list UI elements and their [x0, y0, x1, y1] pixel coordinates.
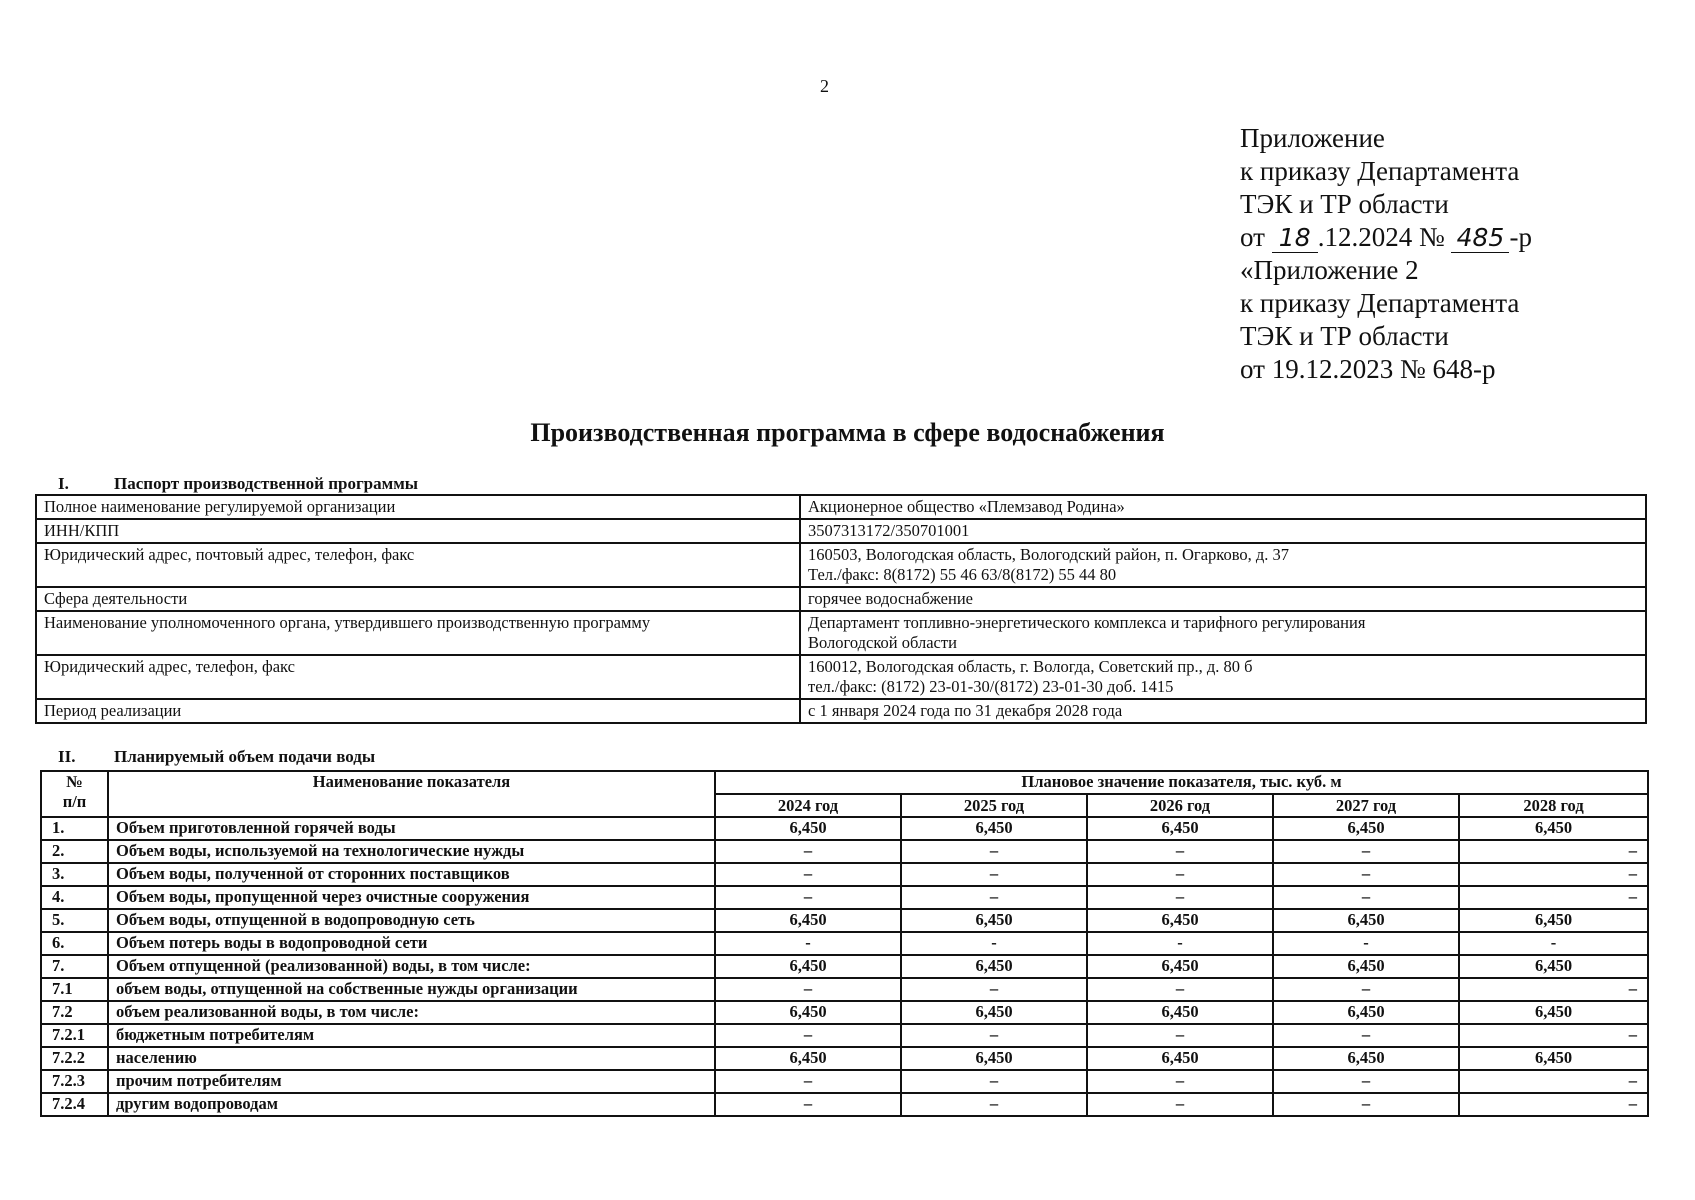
table-row: [41, 978, 1648, 1001]
passport-value-line: Вологодской области: [808, 633, 957, 652]
row-value: 6,450: [1273, 1047, 1459, 1070]
table-row: [41, 1093, 1648, 1116]
appendix-line: Приложение: [1240, 123, 1385, 153]
row-indicator-name: населению: [108, 1047, 715, 1070]
header-year: 2026 год: [1087, 794, 1273, 817]
row-value: –: [1273, 886, 1459, 909]
row-value: 6,450: [1087, 1001, 1273, 1024]
row-value: 6,450: [1273, 955, 1459, 978]
row-value: 6,450: [901, 817, 1087, 840]
passport-value-line: 160012, Вологодская область, г. Вологда, Советский пр., д. 80 б: [808, 657, 1253, 676]
row-value: –: [1459, 1070, 1648, 1093]
row-value: 6,450: [1273, 1001, 1459, 1024]
row-value: 6,450: [1459, 1001, 1648, 1024]
row-number: 1.: [41, 817, 108, 840]
passport-value: [800, 611, 1646, 655]
document-title: Производственная программа в сфере водоснабжения: [530, 418, 1165, 447]
row-value: 6,450: [715, 1047, 901, 1070]
row-value: –: [901, 978, 1087, 1001]
section-numeral: I.: [58, 474, 69, 493]
row-indicator-name: объем воды, отпущенной на собственные нужды организации: [108, 978, 715, 1001]
passport-row: [36, 655, 1646, 699]
row-value: –: [901, 1024, 1087, 1047]
row-value: –: [901, 1093, 1087, 1116]
row-value: –: [715, 886, 901, 909]
row-indicator-name: Объем потерь воды в водопроводной сети: [108, 932, 715, 955]
water-volume-table: [40, 770, 1649, 1117]
passport-label: Юридический адрес, почтовый адрес, телефон, факс: [36, 543, 800, 587]
header-year: 2027 год: [1273, 794, 1459, 817]
row-value: 6,450: [901, 909, 1087, 932]
passport-row: [36, 587, 1646, 611]
passport-value-line: тел./факс: (8172) 23-01-30/(8172) 23-01-30 доб. 1415: [808, 677, 1174, 696]
row-value: –: [1459, 863, 1648, 886]
order-suffix: -р: [1509, 222, 1532, 252]
row-number: 2.: [41, 840, 108, 863]
passport-label: Период реализации: [36, 699, 800, 723]
header-year: 2024 год: [715, 794, 901, 817]
table-row: [41, 886, 1648, 909]
row-value: 6,450: [715, 1001, 901, 1024]
section-title: Паспорт производственной программы: [114, 474, 419, 493]
row-value: 6,450: [715, 909, 901, 932]
row-value: –: [1087, 1070, 1273, 1093]
row-value: 6,450: [1273, 817, 1459, 840]
row-value: 6,450: [1273, 909, 1459, 932]
appendix-line: ТЭК и ТР области: [1240, 321, 1449, 351]
row-indicator-name: Объем воды, полученной от сторонних поставщиков: [108, 863, 715, 886]
row-value: 6,450: [901, 955, 1087, 978]
order-date: .12.2024 №: [1317, 222, 1445, 252]
header-year: 2028 год: [1459, 794, 1648, 817]
passport-value-line: 160503, Вологодская область, Вологодский район, п. Огарково, д. 37: [808, 545, 1290, 564]
row-value: 6,450: [1087, 909, 1273, 932]
row-value: –: [1273, 1070, 1459, 1093]
passport-value-line: Департамент топливно-энергетического комплекса и тарифного регулирования: [808, 613, 1366, 632]
row-indicator-name: Объем воды, пропущенной через очистные сооружения: [108, 886, 715, 909]
table-row: [41, 1001, 1648, 1024]
row-value: –: [1459, 1024, 1648, 1047]
row-value: -: [715, 932, 901, 955]
header-num-line: №: [66, 772, 83, 791]
row-value: –: [1459, 1093, 1648, 1116]
row-value: –: [1273, 978, 1459, 1001]
passport-row: [36, 611, 1646, 655]
passport-label: Наименование уполномоченного органа, утвердившего производственную программу: [36, 611, 800, 655]
handwritten-day: 18: [1272, 224, 1318, 253]
passport-value-line: с 1 января 2024 года по 31 декабря 2028 года: [808, 701, 1123, 720]
appendix-line: «Приложение 2: [1240, 255, 1419, 285]
table-row: [41, 932, 1648, 955]
row-indicator-name: прочим потребителям: [108, 1070, 715, 1093]
row-value: –: [901, 1070, 1087, 1093]
section-numeral: II.: [58, 747, 76, 766]
appendix-line: от 19.12.2023 № 648-р: [1240, 354, 1496, 384]
row-number: 6.: [41, 932, 108, 955]
row-number: 3.: [41, 863, 108, 886]
row-number: 7.2: [41, 1001, 108, 1024]
row-value: –: [1459, 886, 1648, 909]
row-value: –: [1087, 886, 1273, 909]
passport-value: [800, 543, 1646, 587]
row-indicator-name: объем реализованной воды, в том числе:: [108, 1001, 715, 1024]
passport-value: [800, 699, 1646, 723]
passport-value: [800, 495, 1646, 519]
row-value: –: [1087, 840, 1273, 863]
row-value: 6,450: [901, 1001, 1087, 1024]
header-year: 2025 год: [901, 794, 1087, 817]
appendix-block: [1240, 122, 1532, 386]
table-row: [41, 1024, 1648, 1047]
passport-row: [36, 699, 1646, 723]
row-number: 7.: [41, 955, 108, 978]
passport-value: [800, 587, 1646, 611]
appendix-line: к приказу Департамента: [1240, 156, 1520, 186]
row-value: –: [715, 863, 901, 886]
passport-value-line: Тел./факс: 8(8172) 55 46 63/8(8172) 55 44 80: [808, 565, 1117, 584]
header-indicator-name: Наименование показателя: [108, 771, 715, 817]
row-value: 6,450: [1459, 817, 1648, 840]
row-value: 6,450: [1087, 955, 1273, 978]
row-value: –: [715, 1093, 901, 1116]
passport-value: [800, 655, 1646, 699]
row-number: 5.: [41, 909, 108, 932]
row-value: –: [1087, 1024, 1273, 1047]
row-value: –: [1273, 1024, 1459, 1047]
row-value: -: [1459, 932, 1648, 955]
row-indicator-name: Объем воды, используемой на технологические нужды: [108, 840, 715, 863]
table-row: [41, 1047, 1648, 1070]
row-value: –: [1273, 840, 1459, 863]
passport-label: Юридический адрес, телефон, факс: [36, 655, 800, 699]
row-value: –: [1273, 863, 1459, 886]
table-row: [41, 909, 1648, 932]
row-indicator-name: Объем воды, отпущенной в водопроводную сеть: [108, 909, 715, 932]
table-row: [41, 840, 1648, 863]
row-value: 6,450: [1087, 817, 1273, 840]
page-number: 2: [820, 76, 829, 96]
passport-table: [35, 494, 1647, 724]
row-number: 7.1: [41, 978, 108, 1001]
row-indicator-name: Объем отпущенной (реализованной) воды, в том числе:: [108, 955, 715, 978]
row-number: 7.2.4: [41, 1093, 108, 1116]
row-number: 7.2.1: [41, 1024, 108, 1047]
row-value: 6,450: [715, 955, 901, 978]
row-value: –: [715, 1024, 901, 1047]
row-value: –: [901, 886, 1087, 909]
row-value: 6,450: [1459, 1047, 1648, 1070]
row-number: 7.2.3: [41, 1070, 108, 1093]
row-value: -: [1273, 932, 1459, 955]
section-heading-volume: [58, 747, 375, 767]
passport-value: [800, 519, 1646, 543]
row-value: 6,450: [715, 817, 901, 840]
row-value: –: [901, 863, 1087, 886]
row-number: 4.: [41, 886, 108, 909]
passport-row: [36, 543, 1646, 587]
section-title: Планируемый объем подачи воды: [114, 747, 376, 766]
header-num: [41, 771, 108, 817]
row-value: 6,450: [1087, 1047, 1273, 1070]
passport-value-line: 3507313172/350701001: [808, 521, 970, 540]
row-indicator-name: бюджетным потребителям: [108, 1024, 715, 1047]
row-value: –: [715, 978, 901, 1001]
row-value: –: [715, 1070, 901, 1093]
table-row: [41, 955, 1648, 978]
passport-label: Полное наименование регулируемой организации: [36, 495, 800, 519]
appendix-line: к приказу Департамента: [1240, 288, 1520, 318]
row-value: 6,450: [1459, 955, 1648, 978]
passport-label: Сфера деятельности: [36, 587, 800, 611]
row-value: –: [1459, 840, 1648, 863]
row-value: –: [1459, 978, 1648, 1001]
row-value: –: [1273, 1093, 1459, 1116]
table-header-row: [41, 771, 1648, 794]
row-value: –: [901, 840, 1087, 863]
passport-value-line: горячее водоснабжение: [808, 589, 973, 608]
order-prefix: от: [1240, 222, 1265, 252]
row-value: 6,450: [1459, 909, 1648, 932]
passport-label: ИНН/КПП: [36, 519, 800, 543]
row-indicator-name: Объем приготовленной горячей воды: [108, 817, 715, 840]
passport-row: [36, 519, 1646, 543]
row-value: 6,450: [901, 1047, 1087, 1070]
row-value: -: [1087, 932, 1273, 955]
passport-row: [36, 495, 1646, 519]
row-value: –: [715, 840, 901, 863]
appendix-order-line: [1240, 221, 1532, 254]
row-value: –: [1087, 1093, 1273, 1116]
appendix-line: ТЭК и ТР области: [1240, 189, 1449, 219]
section-heading-passport: [58, 474, 418, 494]
row-value: -: [901, 932, 1087, 955]
handwritten-order-number: 485: [1451, 224, 1509, 253]
table-row: [41, 1070, 1648, 1093]
row-indicator-name: другим водопроводам: [108, 1093, 715, 1116]
table-row: [41, 817, 1648, 840]
header-num-line: п/п: [62, 792, 87, 811]
passport-value-line: Акционерное общество «Племзавод Родина»: [808, 497, 1125, 516]
row-number: 7.2.2: [41, 1047, 108, 1070]
table-row: [41, 863, 1648, 886]
header-plan-value: Плановое значение показателя, тыс. куб. м: [715, 771, 1648, 794]
row-value: –: [1087, 863, 1273, 886]
row-value: –: [1087, 978, 1273, 1001]
